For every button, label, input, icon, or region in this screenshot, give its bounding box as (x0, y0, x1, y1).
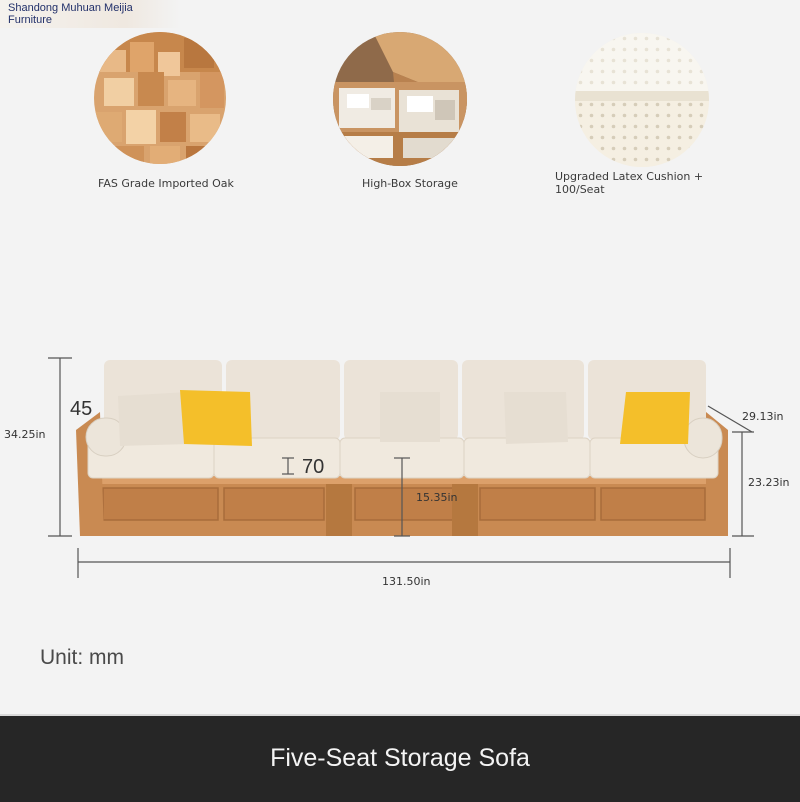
center-leg (326, 484, 352, 536)
storage-drawer-2 (224, 488, 324, 520)
product-title: Five-Seat Storage Sofa (270, 744, 530, 772)
pillow-yellow-2 (620, 392, 690, 444)
seat-cushion-4 (464, 438, 590, 478)
pillow-yellow-1 (180, 390, 252, 446)
dim-storage-height: 15.35in (416, 491, 458, 504)
feature-label-oak: FAS Grade Imported Oak (98, 177, 234, 190)
storage-drawer-4 (480, 488, 595, 520)
pillow-beige-2 (380, 392, 440, 442)
dim-back-depth: 29.13in (742, 410, 784, 423)
footer-banner (0, 714, 800, 802)
dim-total-height: 34.25in (4, 428, 46, 441)
brand-name-line2: Furniture (8, 14, 53, 26)
dim-length: 131.50in (382, 575, 431, 588)
feature-label-latex: Upgraded Latex Cushion + 100/Seat (555, 170, 704, 196)
storage-drawer-5 (601, 488, 705, 520)
brand-name-line1: Shandong Muhuan Meijia (8, 2, 133, 14)
storage-drawer-1 (103, 488, 218, 520)
unit-label: Unit: mm (40, 646, 124, 669)
dim-cushion-thickness: 70 (302, 456, 325, 478)
feature-label-storage: High-Box Storage (362, 177, 458, 190)
pillow-beige-3 (504, 392, 568, 444)
pillow-beige-1 (118, 392, 190, 446)
dim-seat-height: 23.23in (748, 476, 790, 489)
dim-armrest-angle: 45 (70, 398, 93, 420)
right-bolster (684, 418, 722, 458)
